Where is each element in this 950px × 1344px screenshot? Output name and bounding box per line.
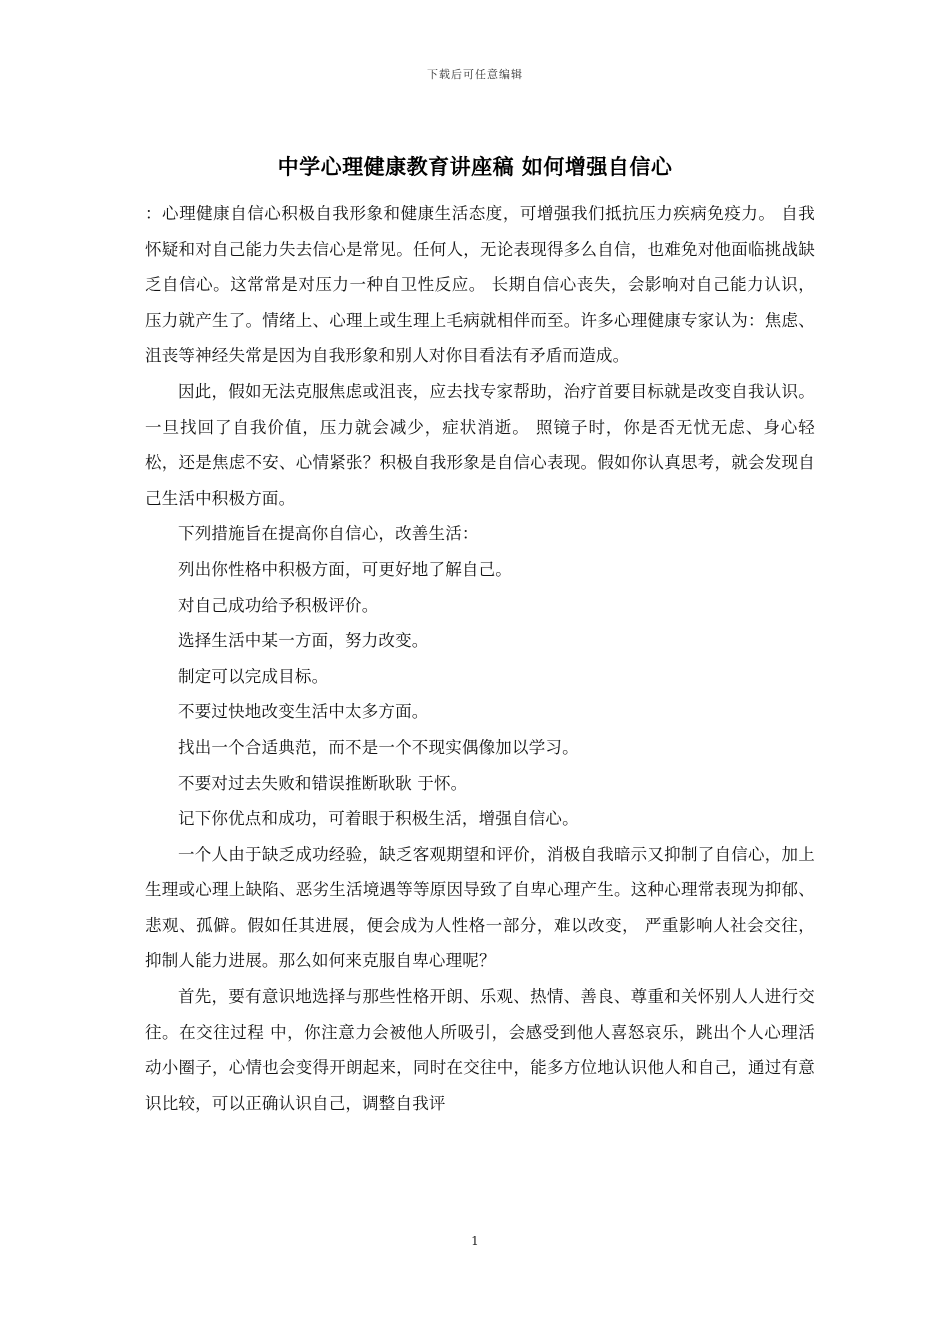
paragraph-4: 一个人由于缺乏成功经验，缺乏客观期望和评价，消极自我暗示又抑制了自信心，加上生理或心理上缺陷、恶劣生活境遇等等原因导致了自卑心理产生。这种心理常表现为抑郁、悲观、孤僻。假如任其进展，便会成为人性格一部分，难以改变， 严重影响人社会交往，抑制人能力进展。那么如何来克服自卑心理呢？ [145, 844, 815, 971]
list-item-1: 列出你性格中积极方面，可更好地了解自己。 [178, 559, 512, 579]
list-item-7: 不要对过去失败和错误推断耿耿 于怀。 [178, 773, 468, 793]
list-item-2: 对自己成功给予积极评价。 [178, 595, 379, 615]
list-item-8: 记下你优点和成功，可着眼于积极生活，增强自信心。 [178, 809, 579, 829]
list-item-4: 制定可以完成目标。 [178, 666, 329, 686]
paragraph-5: 首先，要有意识地选择与那些性格开朗、乐观、热情、善良、尊重和关怀别人人进行交往。在交往过程 中，你注意力会被他人所吸引，会感受到他人喜怒哀乐，跳出个人心理活动小圈子，心情也会变得开朗起来，同时在交往中，能多方位地认识他人和自己，通过有意识比较，可以正确认识自己，调整自我评 [145, 987, 815, 1113]
paragraph-1: ：心理健康自信心积极自我形象和健康生活态度，可增强我们抵抗压力疾病免疫力。 自我怀疑和对自己能力失去信心是常见。任何人，无论表现得多么自信，也难免对他面临挑战缺乏自信心。这常常是对压力一种自卫性反应。 长期自信心丧失，会影响对自己能力认识，压力就产生了。情绪上、心理上或生理上毛病就相伴而至。许多心理健康专家认为：焦虑、沮丧等神经失常是因为自我形象和别人对你目看法有矛盾而造成。 [145, 204, 815, 366]
paragraph-3: 下列措施旨在提高你自信心，改善生活： [178, 524, 479, 544]
list-item-3: 选择生活中某一方面，努力改变。 [178, 631, 429, 651]
list-item-6: 找出一个合适典范，而不是一个不现实偶像加以学习。 [178, 737, 579, 757]
document-body [145, 196, 815, 1121]
document-title: 中学心理健康教育讲座稿 如何增强自信心 [277, 154, 673, 179]
page-number: 1 [471, 1234, 479, 1248]
list-item-5: 不要过快地改变生活中太多方面。 [178, 702, 429, 722]
header-note: 下载后可任意编辑 [427, 68, 523, 81]
paragraph-2: 因此，假如无法克服焦虑或沮丧，应去找专家帮助，治疗首要目标就是改变自我认识。一旦找回了自我价值，压力就会减少，症状消逝。 照镜子时，你是否无忧无虑、身心轻松，还是焦虑不安、心情紧张？积极自我形象是自信心表现。假如你认真思考，就会发现自己生活中积极方面。 [145, 381, 815, 508]
